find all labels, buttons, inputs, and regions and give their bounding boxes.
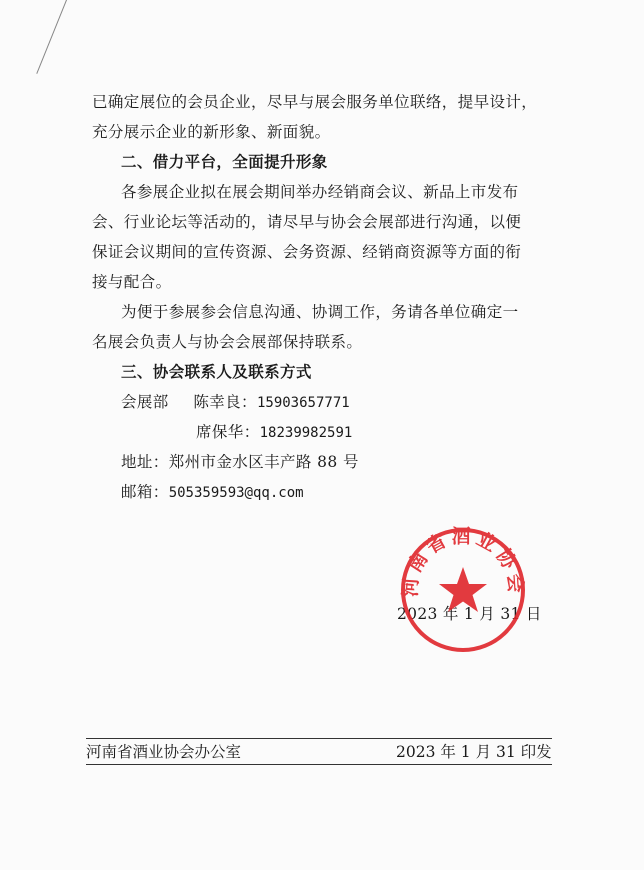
footer-top-rule bbox=[86, 738, 552, 739]
email-value: 505359593@qq.com bbox=[168, 485, 304, 501]
address-value: 郑州市金水区丰产路 88 号 bbox=[168, 453, 359, 471]
footer-issue-date: 2023 年 1 月 31 印发 bbox=[396, 743, 552, 761]
contact-person-2: 席保华： bbox=[196, 423, 260, 441]
email-row bbox=[121, 482, 304, 503]
seal-star-icon bbox=[439, 567, 487, 612]
section-2-line-4: 接与配合。 bbox=[92, 273, 172, 291]
section-2-line-2: 会、行业论坛等活动的，请尽早与协会会展部进行沟通，以便 bbox=[92, 213, 522, 231]
section-3-title: 三、协会联系人及联系方式 bbox=[121, 363, 312, 381]
contact-person-1: 陈幸良： bbox=[193, 393, 257, 411]
section-2-title: 二、借力平台，全面提升形象 bbox=[121, 153, 328, 171]
contact-dept-row bbox=[121, 392, 350, 413]
section-2-line-1: 各参展企业拟在展会期间举办经销商会议、新品上市发布 bbox=[121, 183, 519, 201]
contact-phone-1: 15903657771 bbox=[256, 395, 350, 411]
body-line-1: 已确定展位的会员企业，尽早与展会服务单位联络，提早设计， bbox=[92, 93, 538, 111]
section-2-line-3: 保证会议期间的宣传资源、会务资源、经销商资源等方面的衔 bbox=[92, 243, 522, 261]
contact-row-2 bbox=[196, 422, 352, 443]
email-label: 邮箱： bbox=[121, 483, 169, 501]
section-2-line-5: 为便于参展参会信息沟通、协调工作，务请各单位确定一 bbox=[121, 303, 519, 321]
scan-edge-mark bbox=[36, 0, 71, 74]
footer-issuer: 河南省酒业协会办公室 bbox=[86, 743, 242, 761]
address-row bbox=[121, 452, 359, 472]
official-seal bbox=[398, 525, 528, 655]
footer-bottom-rule bbox=[86, 764, 552, 765]
contact-phone-2: 18239982591 bbox=[259, 425, 353, 441]
address-label: 地址： bbox=[121, 453, 169, 471]
body-line-2: 充分展示企业的新形象、新面貌。 bbox=[92, 123, 331, 141]
seal-text: 河南省酒业协会 bbox=[399, 525, 527, 598]
dept-label: 会展部 bbox=[121, 393, 169, 411]
signature-date: 2023 年 1 月 31 日 bbox=[397, 605, 542, 623]
section-2-line-6: 名展会负责人与协会会展部保持联系。 bbox=[92, 333, 363, 351]
